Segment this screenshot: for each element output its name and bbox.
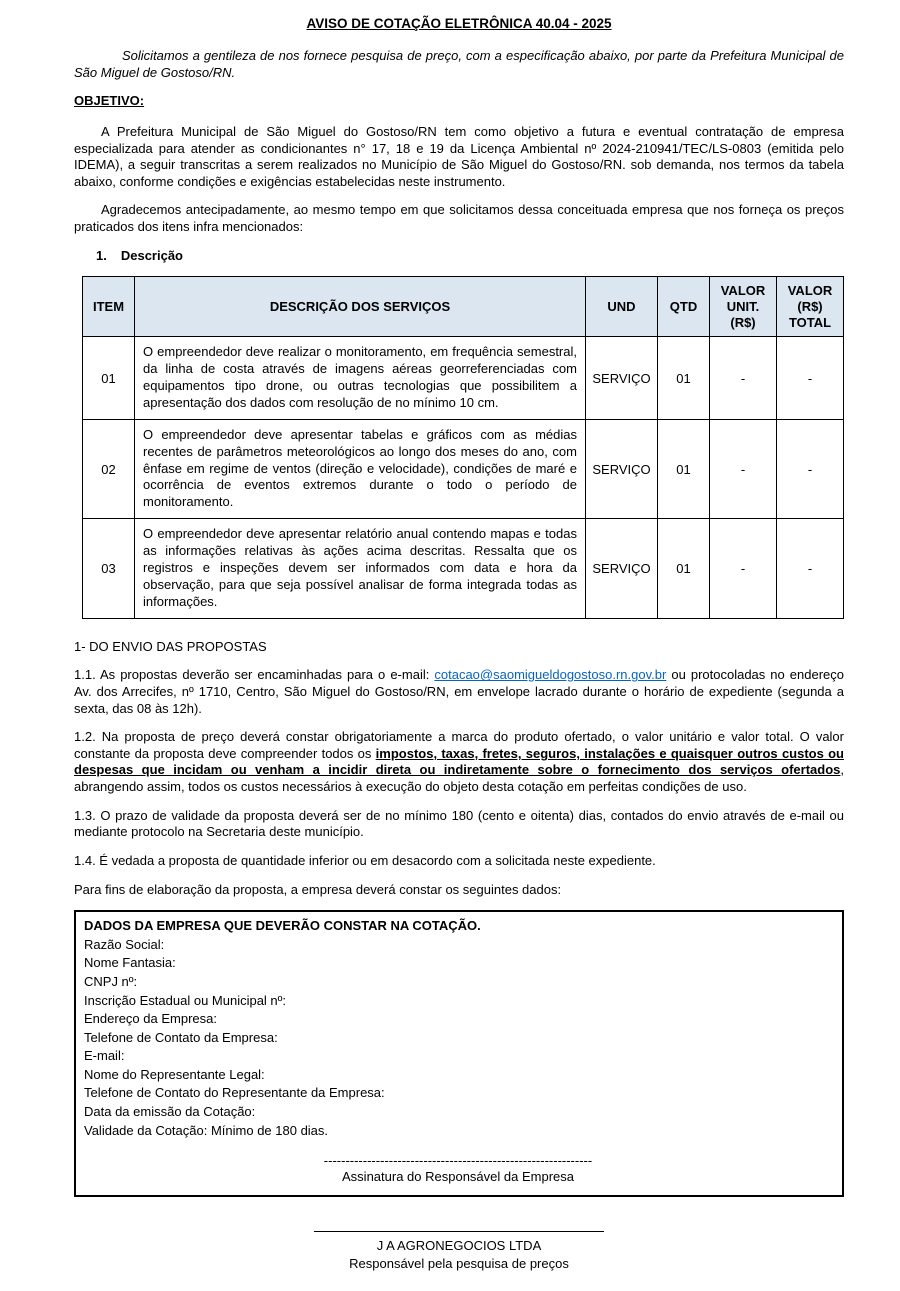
- box-signature-block: [84, 1154, 832, 1186]
- field-razao-social: Razão Social:: [84, 936, 165, 952]
- signature-dashed-line: --------------------------------------------------------------: [323, 1153, 593, 1169]
- p12-text-after: , abrangendo assim, todos os custos necessários à execução do objeto desta cotação em perfeitas condições de uso.: [74, 762, 844, 795]
- field-cnpj: CNPJ nº:: [84, 973, 138, 989]
- p12-text-before: 1.2. Na proposta de preço deverá constar obrigatoriamente a marca do produto ofertado, o valor unitário e valor total. O valor constante da proposta deve compreender todos os: [74, 729, 844, 761]
- cell-descricao: O empreendedor deve apresentar tabelas e gráficos com as médias recentes de parâmetros meteorológicos ao longo dos meses do ano, com ênfase em regime de ventos (direção e velocidade), condições de maré e ocorrência de eventos extremos durante o todo o período de monitoramento.: [135, 419, 586, 518]
- cell-valor-total: -: [777, 519, 844, 618]
- cell-descricao: O empreendedor deve realizar o monitoramento, em frequência semestral, da linha de costa através de imagens aéreas georreferenciadas com equipamentos tipo drone, ou outras tecnologias que possibilitem a apresentação dos dados com resolução de no mínimo 10 cm.: [135, 337, 586, 420]
- cell-und: SERVIÇO: [586, 519, 658, 618]
- paragraph-1-3: 1.3. O prazo de validade da proposta deverá ser de no mínimo 180 (cento e oitenta) dias, contados do envio através de e-mail ou mediante protocolo na Secretaria deste município.: [74, 807, 844, 840]
- field-telefone-representante: Telefone de Contato do Representante da Empresa:: [84, 1085, 385, 1101]
- paragraph-1-4: 1.4. É vedada a proposta de quantidade inferior ou em desacordo com a solicitada neste expediente.: [74, 852, 656, 868]
- cell-valor-unit: -: [710, 519, 777, 618]
- objetivo-paragraph-1: A Prefeitura Municipal de São Miguel do Gostoso/RN tem como objetivo a futura e eventual contratação de empresa especializada para atender as condicionantes n° 17, 18 e 19 da Licença Ambiental nº 2024-210941/TEC/LS-0803 (emitida pelo IDEMA), a seguir transcritas a serem realizados no Município de São Miguel do Gostoso/RN. sob demanda, nos termos da tabela abaixo, conforme condições e exigências estabelecidas neste instrumento.: [74, 123, 844, 189]
- header-und: UND: [586, 277, 658, 337]
- objetivo-paragraph-2: Agradecemos antecipadamente, ao mesmo tempo em que solicitamos dessa conceituada empresa que nos forneça os preços praticados dos itens infra mencionados:: [74, 202, 844, 234]
- paragraph-dados-intro: Para fins de elaboração da proposta, a empresa deverá constar os seguintes dados:: [74, 881, 562, 897]
- field-representante-legal: Nome do Representante Legal:: [84, 1066, 265, 1082]
- header-desc: DESCRIÇÃO DOS SERVIÇOS: [135, 277, 586, 337]
- objetivo-heading: OBJETIVO:: [74, 93, 145, 109]
- envio-heading: 1- DO ENVIO DAS PROPOSTAS: [74, 638, 267, 654]
- intro-paragraph: Solicitamos a gentileza de nos fornece pesquisa de preço, com a especificação abaixo, por parte da Prefeitura Municipal de São Miguel de Gostoso/RN.: [74, 48, 844, 80]
- cell-item: 03: [83, 519, 135, 618]
- signature-label: Assinatura do Responsável da Empresa: [342, 1169, 574, 1185]
- section-1-heading: [96, 248, 844, 265]
- p11-text-before: 1.1. As propostas deverão ser encaminhadas para o e-mail:: [74, 667, 435, 683]
- cell-qtd: 01: [658, 337, 710, 420]
- field-validade: Validade da Cotação: Mínimo de 180 dias.: [84, 1122, 329, 1138]
- header-qtd: QTD: [658, 277, 710, 337]
- signature-rule: [314, 1231, 604, 1232]
- section-1-number: 1.: [96, 247, 107, 263]
- header-valor-total: VALOR (R$) TOTAL: [777, 277, 844, 337]
- field-nome-fantasia: Nome Fantasia:: [84, 955, 176, 971]
- field-data-emissao: Data da emissão da Cotação:: [84, 1104, 256, 1119]
- table-row: [83, 337, 844, 420]
- cell-valor-total: -: [777, 337, 844, 420]
- field-endereco: Endereço da Empresa:: [84, 1011, 217, 1027]
- cell-und: SERVIÇO: [586, 337, 658, 420]
- table-row: [83, 419, 844, 518]
- cell-valor-total: -: [777, 419, 844, 518]
- header-valor-unit: VALOR UNIT. (R$): [710, 277, 777, 337]
- cell-und: SERVIÇO: [586, 419, 658, 518]
- cell-valor-unit: -: [710, 337, 777, 420]
- cell-qtd: 01: [658, 519, 710, 618]
- table-row: [83, 519, 844, 618]
- email-link[interactable]: cotacao@saomigueldogostoso.rn.gov.br: [434, 667, 667, 683]
- cell-item: 02: [83, 419, 135, 518]
- table-header-row: [83, 277, 844, 337]
- cell-valor-unit: -: [710, 419, 777, 518]
- footer-signature-block: [74, 1231, 844, 1273]
- header-item: ITEM: [83, 277, 135, 337]
- doc-title: AVISO DE COTAÇÃO ELETRÔNICA 40.04 - 2025: [306, 16, 612, 31]
- paragraph-1-2: [74, 729, 844, 796]
- footer-company-name: J A AGRONEGOCIOS LTDA: [376, 1237, 542, 1253]
- field-inscricao: Inscrição Estadual ou Municipal nº:: [84, 992, 287, 1008]
- company-box-title: DADOS DA EMPRESA QUE DEVERÃO CONSTAR NA COTAÇÃO.: [84, 918, 481, 934]
- field-email: E-mail:: [84, 1048, 125, 1064]
- cell-qtd: 01: [658, 419, 710, 518]
- footer-role: Responsável pela pesquisa de preços: [349, 1255, 569, 1271]
- cell-descricao: O empreendedor deve apresentar relatório anual contendo mapas e todas as informações relativas às ações acima descritas. Ressalta que os registros e inspeções devem ser informados com data e hora da observação, para que seja possível analisar de forma integrada todas as informações.: [135, 519, 586, 618]
- paragraph-1-1: [74, 667, 844, 717]
- p12-emphasis: impostos, taxas, fretes, seguros, instalações e quaisquer outros custos ou despesas que incidam ou venham a incidir direta ou indiretamente sobre o fornecimento dos serviços ofertados: [74, 745, 844, 778]
- services-table: [82, 276, 844, 618]
- section-1-title: Descrição: [120, 247, 183, 263]
- cell-item: 01: [83, 337, 135, 420]
- field-telefone-empresa: Telefone de Contato da Empresa:: [84, 1029, 278, 1045]
- p11-text-after: ou protocoladas no endereço Av. dos Arrecifes, nº 1710, Centro, São Miguel do Gostoso/RN, em envelope lacrado durante o horário de expediente (segunda a sexta, das 08 às 12h).: [74, 667, 845, 716]
- company-data-box: [74, 910, 844, 1196]
